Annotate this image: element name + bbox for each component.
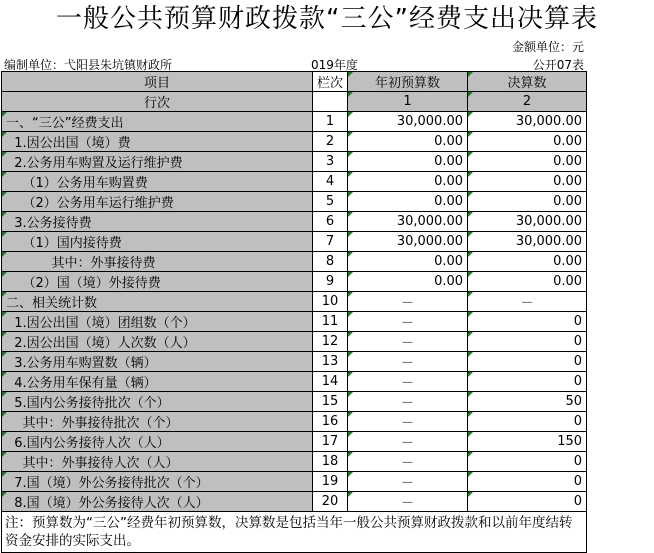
- subheader-row: [2, 92, 587, 112]
- compiling-unit: 编制单位：弋阳县朱坑镇财政所: [4, 58, 173, 72]
- row-label[interactable]: 其中：外事接待费: [2, 252, 313, 272]
- page-title: 一般公共预算财政拨款“三公”经费支出决算表: [56, 4, 598, 34]
- table-row: [2, 252, 587, 272]
- note-row: [2, 512, 587, 553]
- row-final[interactable]: 0: [468, 452, 587, 472]
- row-final[interactable]: 0: [468, 312, 587, 332]
- row-budget[interactable]: 30,000.00: [348, 212, 468, 232]
- row-label[interactable]: 3.公务接待费: [2, 212, 313, 232]
- row-budget[interactable]: 0.00: [348, 252, 468, 272]
- row-number[interactable]: 7: [313, 232, 348, 252]
- table-row: [2, 292, 587, 312]
- row-label[interactable]: 3.公务用车购置数（辆）: [2, 352, 313, 372]
- row-label[interactable]: （2）公务用车运行维护费: [2, 192, 313, 212]
- row-budget[interactable]: －: [348, 372, 468, 392]
- row-label[interactable]: 1.因公出国（境）团组数（个）: [2, 312, 313, 332]
- table-row: [2, 232, 587, 252]
- row-final[interactable]: 0: [468, 472, 587, 492]
- table-row: [2, 152, 587, 172]
- fiscal-year: 019年度: [311, 58, 358, 72]
- row-final[interactable]: 50: [468, 392, 587, 412]
- row-number[interactable]: 14: [313, 372, 348, 392]
- table-row: [2, 392, 587, 412]
- row-budget[interactable]: 0.00: [348, 192, 468, 212]
- row-label[interactable]: 1.因公出国（境）费: [2, 132, 313, 152]
- row-label[interactable]: 6.国内公务接待人次（人）: [2, 432, 313, 452]
- row-number[interactable]: 16: [313, 412, 348, 432]
- row-number[interactable]: 20: [313, 492, 348, 512]
- row-number[interactable]: 12: [313, 332, 348, 352]
- row-budget[interactable]: 0.00: [348, 272, 468, 292]
- row-budget[interactable]: －: [348, 492, 468, 512]
- header-final[interactable]: 决算数: [468, 72, 587, 92]
- footnote[interactable]: 注：预算数为“三公”经费年初预算数，决算数是包括当年一般公共预算财政拨款和以前年度结转资金安排的实际支出。: [2, 512, 587, 553]
- subheader-item[interactable]: 行次: [2, 92, 313, 112]
- table-row: [2, 112, 587, 132]
- row-number[interactable]: 11: [313, 312, 348, 332]
- row-label[interactable]: （2）国（境）外接待费: [2, 272, 313, 292]
- table-row: [2, 312, 587, 332]
- row-final[interactable]: 0.00: [468, 252, 587, 272]
- row-label[interactable]: 其中：外事接待批次（个）: [2, 412, 313, 432]
- row-number[interactable]: 4: [313, 172, 348, 192]
- row-number[interactable]: 10: [313, 292, 348, 312]
- amount-unit: 金额单位：元: [511, 40, 584, 54]
- row-label[interactable]: 5.国内公务接待批次（个）: [2, 392, 313, 412]
- row-final[interactable]: 30,000.00: [468, 212, 587, 232]
- table-row: [2, 472, 587, 492]
- row-budget[interactable]: 30,000.00: [348, 232, 468, 252]
- row-budget[interactable]: 0.00: [348, 152, 468, 172]
- table-row: [2, 192, 587, 212]
- row-label[interactable]: 一、“三公”经费支出: [2, 112, 313, 132]
- row-budget[interactable]: －: [348, 432, 468, 452]
- row-final[interactable]: 0: [468, 492, 587, 512]
- subheader-col2[interactable]: 2: [468, 92, 587, 112]
- subheader-row-no[interactable]: [313, 92, 348, 112]
- table-row: [2, 332, 587, 352]
- header-row-no[interactable]: 栏次: [313, 72, 348, 92]
- row-final[interactable]: 0: [468, 352, 587, 372]
- table-row: [2, 492, 587, 512]
- row-number[interactable]: 9: [313, 272, 348, 292]
- row-budget[interactable]: －: [348, 352, 468, 372]
- row-budget[interactable]: －: [348, 472, 468, 492]
- table-row: [2, 132, 587, 152]
- header-budget[interactable]: 年初预算数: [348, 72, 468, 92]
- row-budget[interactable]: －: [348, 452, 468, 472]
- table-row: [2, 172, 587, 192]
- row-number[interactable]: 13: [313, 352, 348, 372]
- row-final[interactable]: 0: [468, 372, 587, 392]
- row-budget[interactable]: －: [348, 312, 468, 332]
- row-budget[interactable]: －: [348, 332, 468, 352]
- row-final[interactable]: 0.00: [468, 132, 587, 152]
- row-label[interactable]: 4.公务用车保有量（辆）: [2, 372, 313, 392]
- row-final[interactable]: 0.00: [468, 152, 587, 172]
- row-label[interactable]: 7.国（境）外公务接待批次（个）: [2, 472, 313, 492]
- row-number[interactable]: 6: [313, 212, 348, 232]
- row-number[interactable]: 8: [313, 252, 348, 272]
- table-row: [2, 412, 587, 432]
- form-number: 公开07表: [532, 58, 584, 72]
- subheader-col1[interactable]: 1: [348, 92, 468, 112]
- table-row: [2, 372, 587, 392]
- row-number[interactable]: 15: [313, 392, 348, 412]
- row-final[interactable]: 0: [468, 332, 587, 352]
- row-budget[interactable]: －: [348, 392, 468, 412]
- table-row: [2, 452, 587, 472]
- row-final[interactable]: 30,000.00: [468, 232, 587, 252]
- row-label[interactable]: 其中：外事接待人次（人）: [2, 452, 313, 472]
- row-number[interactable]: 5: [313, 192, 348, 212]
- row-budget[interactable]: 0.00: [348, 132, 468, 152]
- row-label[interactable]: （1）国内接待费: [2, 232, 313, 252]
- row-budget[interactable]: 30,000.00: [348, 112, 468, 132]
- row-number[interactable]: 18: [313, 452, 348, 472]
- header-row: [2, 72, 587, 92]
- row-number[interactable]: 2: [313, 132, 348, 152]
- row-number[interactable]: 3: [313, 152, 348, 172]
- row-budget[interactable]: －: [348, 292, 468, 312]
- row-label[interactable]: 2.因公出国（境）人次数（人）: [2, 332, 313, 352]
- row-final[interactable]: 150: [468, 432, 587, 452]
- table-row: [2, 212, 587, 232]
- row-number[interactable]: 1: [313, 112, 348, 132]
- row-final[interactable]: 0.00: [468, 192, 587, 212]
- table-row: [2, 272, 587, 292]
- row-final[interactable]: 0: [468, 412, 587, 432]
- row-final[interactable]: 0.00: [468, 172, 587, 192]
- row-label[interactable]: 2.公务用车购置及运行维护费: [2, 152, 313, 172]
- header-item[interactable]: 项目: [2, 72, 313, 92]
- table-row: [2, 432, 587, 452]
- row-label[interactable]: 二、相关统计数: [2, 292, 313, 312]
- row-budget[interactable]: －: [348, 412, 468, 432]
- row-number[interactable]: 19: [313, 472, 348, 492]
- row-budget[interactable]: 0.00: [348, 172, 468, 192]
- table-row: [2, 352, 587, 372]
- row-final[interactable]: 30,000.00: [468, 112, 587, 132]
- row-label[interactable]: 8.国（境）外公务接待人次（人）: [2, 492, 313, 512]
- row-number[interactable]: 17: [313, 432, 348, 452]
- row-final[interactable]: 0.00: [468, 272, 587, 292]
- row-label[interactable]: （1）公务用车购置费: [2, 172, 313, 192]
- three-expense-table: [1, 71, 587, 553]
- row-final[interactable]: －: [468, 292, 587, 312]
